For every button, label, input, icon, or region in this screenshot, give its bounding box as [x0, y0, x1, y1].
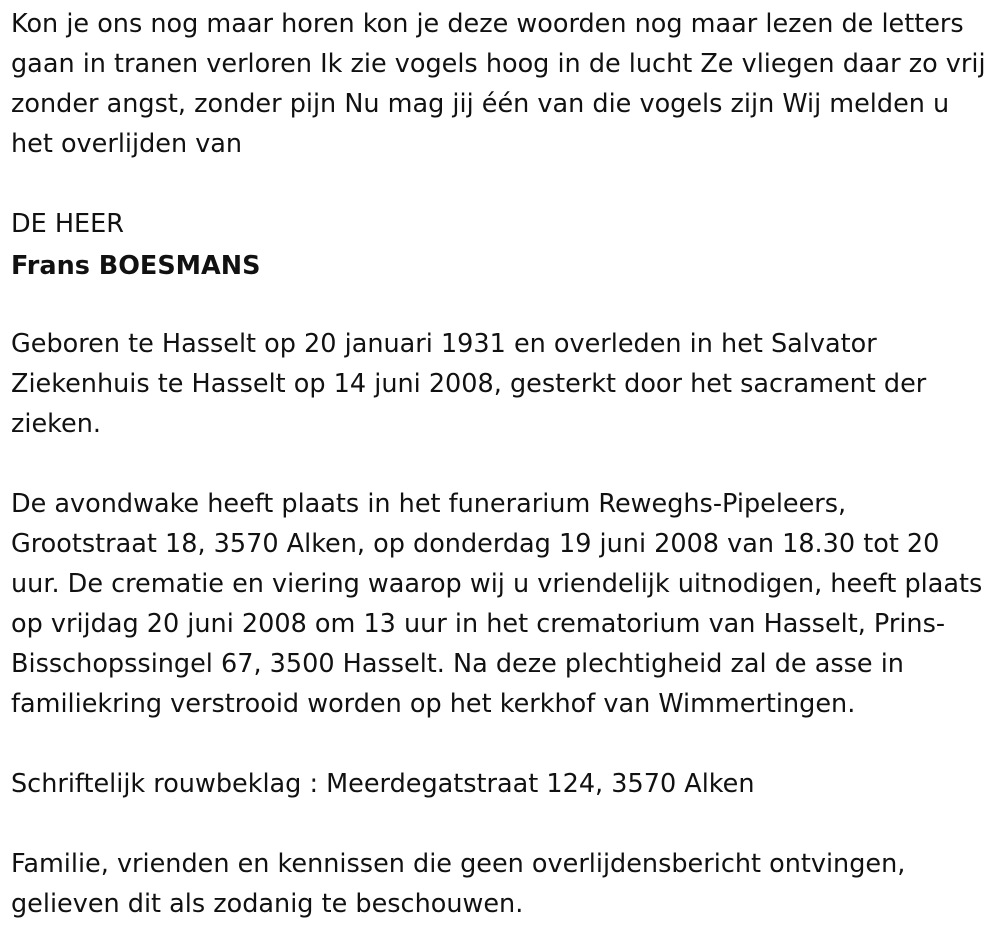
- condolences-paragraph: Schriftelijk rouwbeklag : Meerdegatstraat 124, 3570 Alken: [11, 769, 755, 799]
- spacer: [11, 164, 991, 204]
- honorific-title: DE HEER: [11, 209, 124, 239]
- spacer: [11, 724, 991, 764]
- ceremony-paragraph: De avondwake heeft plaats in het funerarium Reweghs-Pipeleers, Grootstraat 18, 3570 Alken, op donderdag 19 juni 2008 van 18.30 tot 20 uur. De crematie en viering waarop wij u vriendelijk uitnodigen, heeft plaats op vrijdag 20 juni 2008 om 13 uur in het crematorium van Hasselt, Prins-Bisschopssingel 67, 3500 Hasselt. Na deze plechtigheid zal de asse in familiekring verstrooid worden op het kerkhof van Wimmertingen.: [11, 489, 983, 719]
- spacer: [11, 444, 991, 484]
- spacer: [11, 286, 991, 324]
- obituary-document: [11, 4, 991, 924]
- spacer: [11, 804, 991, 844]
- deceased-name: Frans BOESMANS: [11, 251, 261, 281]
- closing-paragraph: Familie, vrienden en kennissen die geen overlijdensbericht ontvingen, gelieven dit als zodanig te beschouwen.: [11, 849, 906, 919]
- poem-paragraph: Kon je ons nog maar horen kon je deze woorden nog maar lezen de letters gaan in tranen verloren Ik zie vogels hoog in de lucht Ze vliegen daar zo vrij zonder angst, zonder pijn Nu mag jij één van die vogels zijn Wij melden u het overlijden van: [11, 9, 986, 159]
- birth-death-paragraph: Geboren te Hasselt op 20 januari 1931 en overleden in het Salvator Ziekenhuis te Hasselt op 14 juni 2008, gesterkt door het sacrament der zieken.: [11, 329, 927, 439]
